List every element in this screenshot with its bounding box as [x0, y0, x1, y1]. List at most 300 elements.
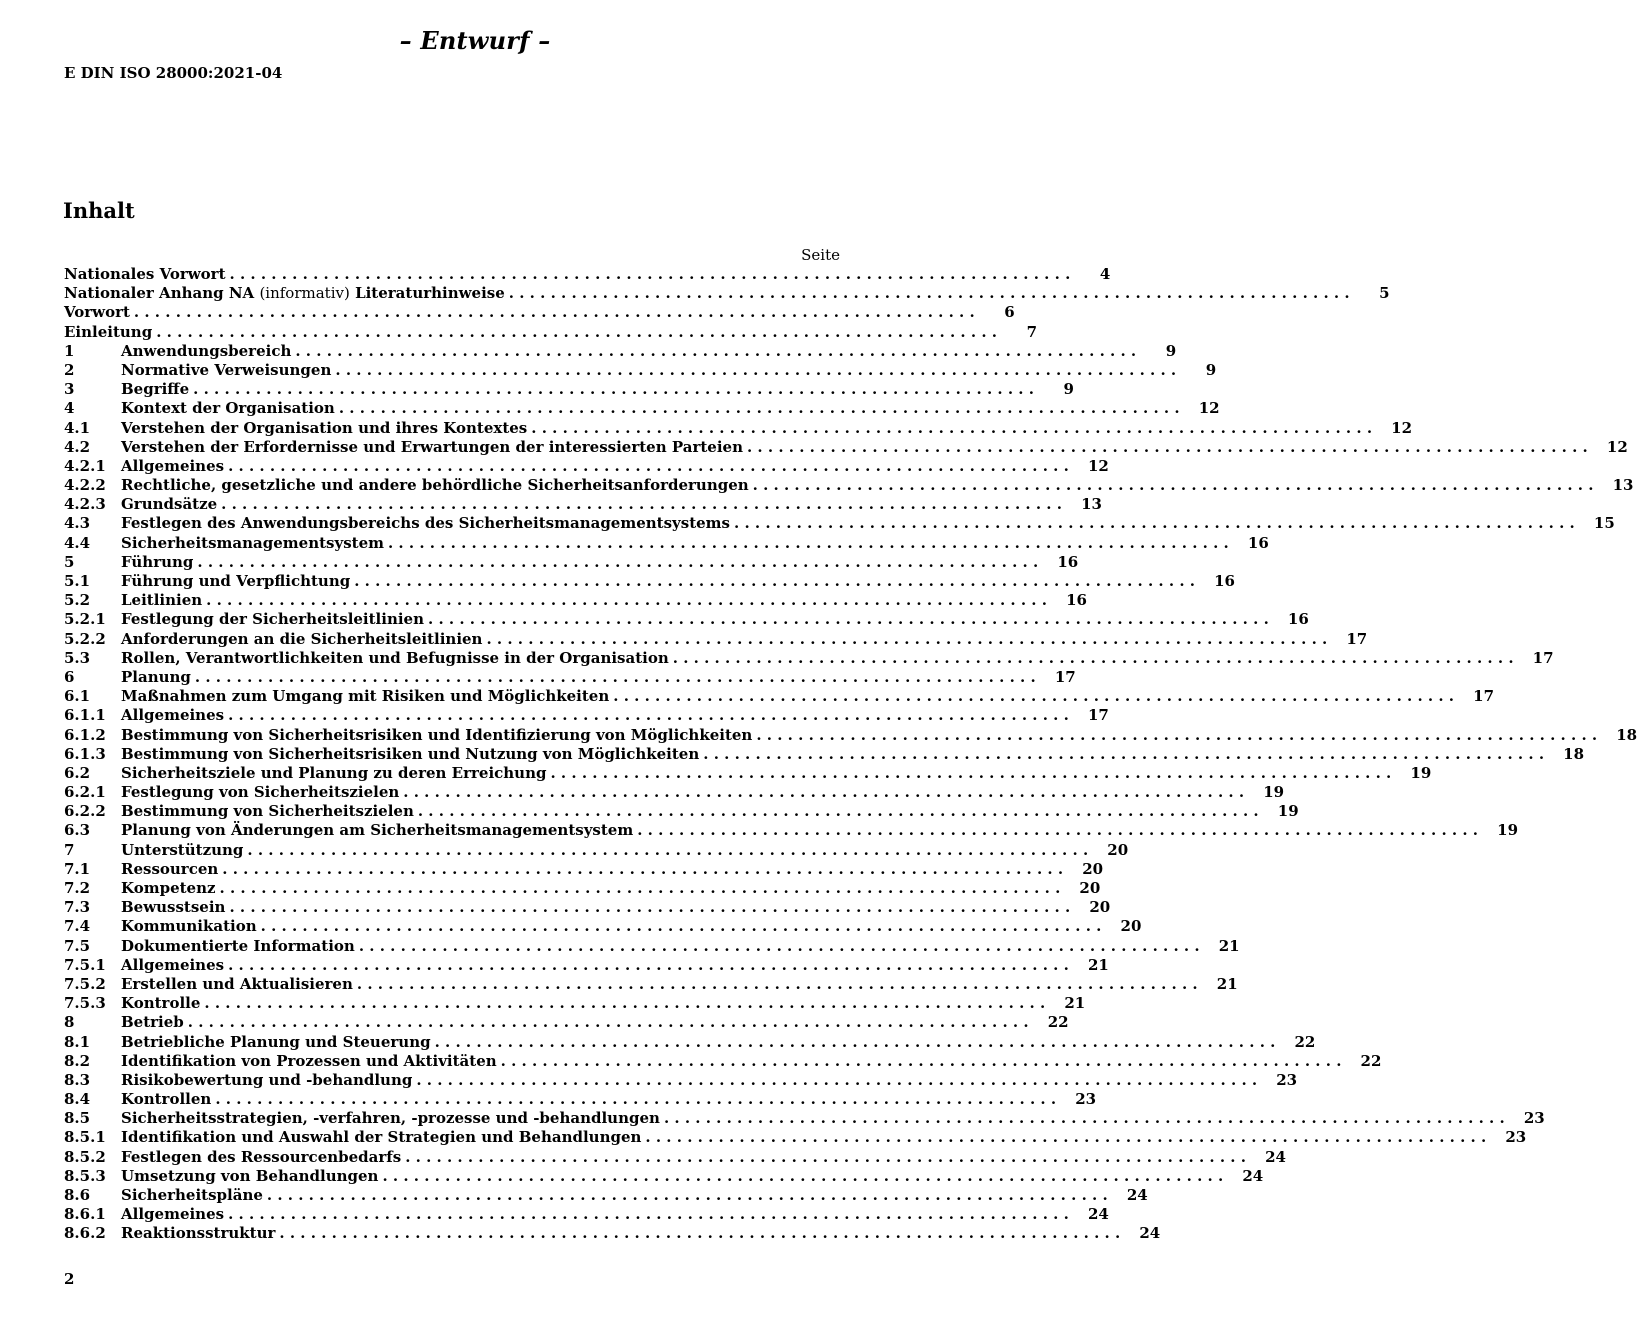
toc-leader-dots — [228, 956, 1069, 975]
toc-heading: Inhalt — [63, 198, 135, 223]
toc-leader-dots — [357, 975, 1198, 994]
toc-entry-number: 4.4 — [64, 533, 91, 552]
toc-entry-page: 23 — [1276, 1070, 1298, 1089]
toc-entry-page: 16 — [1057, 552, 1079, 571]
toc-entry-number: 7.2 — [64, 879, 91, 897]
toc-entry-page: 16 — [1247, 533, 1269, 552]
toc-entry[interactable] — [64, 284, 1390, 303]
toc-entry-number: 8 — [64, 1013, 75, 1032]
toc-entry[interactable] — [64, 265, 1111, 284]
toc-entry-title — [121, 956, 228, 975]
toc-entry-page: 4 — [1099, 265, 1111, 283]
toc-entry-number: 6.3 — [64, 821, 91, 840]
toc-entry-number: 6.2.1 — [64, 783, 106, 802]
toc-entry[interactable] — [64, 399, 1220, 418]
toc-entry-title-text: Kommunikation — [121, 917, 257, 936]
toc-entry-title-text: Leitlinien — [121, 591, 203, 610]
toc-entry-page: 24 — [1126, 1186, 1148, 1204]
toc-leader-dots — [734, 514, 1575, 533]
toc-entry-title-text: Unterstützung — [121, 840, 244, 859]
toc-entry-title — [121, 380, 193, 399]
toc-leader-dots — [193, 380, 1034, 399]
toc-entry-title — [121, 342, 295, 361]
toc-entry-number: 4.2.3 — [64, 495, 106, 514]
toc-entry-title-text: Festlegen des Ressourcenbedarfs — [121, 1147, 402, 1166]
toc-entry-page: 16 — [1287, 610, 1309, 629]
toc-entry-page: 23 — [1523, 1109, 1545, 1128]
toc-entry-page: 20 — [1107, 840, 1129, 859]
toc-entry-number: 6.1.2 — [64, 725, 106, 744]
toc-entry-number: 8.6 — [64, 1186, 91, 1204]
toc-entry-title — [121, 534, 388, 553]
toc-leader-dots — [673, 649, 1514, 668]
toc-entry-page: 23 — [1505, 1128, 1527, 1147]
toc-entry[interactable] — [64, 974, 1238, 994]
toc-entry-number: 8.1 — [64, 1032, 91, 1051]
toc-entry-title-text: Normative Verweisungen — [121, 360, 332, 379]
toc-entry[interactable] — [64, 437, 1628, 457]
table-of-contents — [64, 265, 1637, 1244]
toc-entry-title-text: Anforderungen an die Sicherheitsleitlinien — [121, 629, 483, 648]
toc-entry-title — [121, 419, 531, 438]
toc-leader-dots — [486, 630, 1327, 649]
toc-entry-page: 22 — [1360, 1051, 1382, 1070]
toc-entry-title-suffix: Literaturhinweise — [355, 284, 505, 303]
toc-entry[interactable] — [64, 495, 1102, 514]
toc-entry-title-text: Allgemeines — [121, 1205, 225, 1224]
toc-entry-title — [121, 783, 403, 802]
toc-entry-title-text: Planung — [121, 667, 191, 686]
toc-entry-page: 12 — [1606, 437, 1628, 456]
toc-leader-dots — [531, 419, 1372, 438]
toc-leader-dots — [645, 1128, 1486, 1147]
toc-leader-dots — [403, 783, 1244, 802]
toc-entry-page: 24 — [1265, 1147, 1286, 1166]
toc-leader-dots — [247, 841, 1088, 860]
toc-leader-dots — [261, 917, 1102, 936]
toc-entry-number: 6.1.3 — [64, 744, 106, 763]
toc-entry-page: 18 — [1563, 744, 1585, 763]
toc-entry[interactable] — [64, 1128, 1527, 1147]
toc-entry-note: (informativ) — [259, 284, 350, 303]
toc-leader-dots — [197, 553, 1038, 572]
toc-leader-dots — [416, 1071, 1257, 1090]
toc-entry-number: 7.1 — [64, 859, 91, 878]
toc-entry-title — [121, 1071, 416, 1090]
page-number: 2 — [64, 1270, 75, 1288]
toc-entry[interactable] — [64, 456, 1109, 476]
toc-leader-dots — [215, 1090, 1056, 1109]
toc-entry-title — [121, 457, 228, 476]
toc-leader-dots — [220, 879, 1061, 898]
toc-entry-title — [121, 879, 220, 898]
toc-entry[interactable] — [64, 687, 1495, 706]
toc-entry[interactable] — [64, 341, 1177, 361]
toc-entry-number: 8.6.2 — [64, 1224, 106, 1243]
toc-leader-dots — [188, 1013, 1029, 1032]
toc-entry-number: 8.4 — [64, 1090, 91, 1109]
toc-entry-title-text: Einleitung — [64, 322, 153, 341]
toc-leader-dots — [230, 265, 1071, 284]
toc-entry-title — [121, 802, 418, 821]
toc-entry[interactable] — [64, 1147, 1286, 1167]
toc-entry-title-text: Planung von Änderungen am Sicherheitsmanagementsystem — [121, 821, 634, 840]
toc-entry-number: 5.2.1 — [64, 610, 106, 629]
toc-entry-title — [121, 610, 428, 629]
toc-entry-title-text: Sicherheitspläne — [121, 1186, 263, 1204]
toc-entry-title — [121, 1186, 267, 1205]
toc-entry-title-text: Rollen, Verantwortlichkeiten und Befugnisse in der Organisation — [121, 648, 669, 667]
toc-entry-number: 4.3 — [64, 514, 91, 533]
toc-entry-page: 6 — [1004, 303, 1015, 322]
toc-entry[interactable] — [64, 360, 1217, 380]
toc-entry-number: 4.2.2 — [64, 476, 106, 495]
toc-entry-number: 6.2 — [64, 763, 91, 782]
toc-entry[interactable] — [64, 802, 1299, 821]
toc-entry-title — [121, 1148, 405, 1167]
toc-entry-page: 20 — [1089, 898, 1111, 917]
toc-entry-title — [121, 975, 357, 994]
toc-leader-dots — [228, 706, 1069, 725]
toc-entry[interactable] — [64, 1051, 1382, 1071]
toc-leader-dots — [613, 687, 1454, 706]
toc-leader-dots — [195, 668, 1036, 687]
toc-entry-title-text: Identifikation und Auswahl der Strategien und Behandlungen — [121, 1128, 642, 1147]
toc-entry-title — [121, 687, 613, 706]
toc-entry-title-text: Bestimmung von Sicherheitsrisiken und Identifizierung von Möglichkeiten — [121, 725, 753, 744]
toc-leader-dots — [382, 1167, 1223, 1186]
toc-leader-dots — [550, 764, 1391, 783]
toc-entry[interactable] — [64, 1109, 1545, 1128]
toc-leader-dots — [418, 802, 1259, 821]
toc-entry-title — [121, 745, 703, 764]
toc-entry[interactable] — [64, 763, 1432, 783]
toc-entry-title-text: Erstellen und Aktualisieren — [121, 974, 353, 993]
toc-leader-dots — [388, 534, 1229, 553]
toc-leader-dots — [335, 361, 1176, 380]
toc-entry-page: 17 — [1473, 687, 1495, 706]
toc-entry[interactable] — [64, 648, 1554, 668]
toc-leader-dots — [228, 1205, 1069, 1224]
toc-entry-page: 19 — [1410, 763, 1432, 782]
toc-leader-dots — [509, 284, 1350, 303]
toc-leader-dots — [428, 610, 1269, 629]
toc-entry-title — [121, 726, 756, 745]
toc-leader-dots — [279, 1224, 1120, 1243]
toc-entry-number: 8.5.3 — [64, 1166, 106, 1185]
toc-entry-title — [121, 937, 359, 956]
toc-entry-page: 9 — [1063, 380, 1074, 399]
toc-entry-number: 3 — [64, 380, 75, 399]
toc-entry-number: 5.2.2 — [64, 629, 106, 648]
toc-entry-title — [121, 476, 753, 495]
toc-entry[interactable] — [64, 1224, 1161, 1243]
toc-entry-page: 21 — [1216, 974, 1238, 993]
toc-entry-title-text: Nationaler Anhang NA — [64, 284, 255, 303]
toc-entry-title-text: Kontrollen — [121, 1090, 212, 1109]
toc-entry-page: 18 — [1616, 725, 1637, 744]
toc-entry-title — [121, 764, 550, 783]
toc-entry-number: 6 — [64, 667, 75, 686]
toc-entry[interactable] — [64, 533, 1269, 553]
toc-leader-dots — [206, 591, 1047, 610]
toc-entry-page: 19 — [1277, 802, 1299, 821]
toc-entry-title-text: Bestimmung von Sicherheitsrisiken und Nutzung von Möglichkeiten — [121, 744, 700, 763]
toc-leader-dots — [359, 937, 1200, 956]
toc-entry[interactable] — [64, 879, 1101, 898]
toc-entry-title-text: Allgemeines — [121, 456, 225, 475]
toc-entry-title-text: Sicherheitsstrategien, -verfahren, -prozesse und -behandlungen — [121, 1109, 660, 1128]
toc-entry-title — [121, 361, 335, 380]
toc-leader-dots — [501, 1052, 1342, 1071]
toc-entry-title-text: Führung und Verpflichtung — [121, 572, 351, 590]
toc-entry-number: 6.1 — [64, 687, 91, 706]
toc-entry-page: 16 — [1066, 591, 1087, 610]
toc-entry-title-text: Sicherheitsziele und Planung zu deren Erreichung — [121, 763, 547, 782]
toc-entry-title-text: Verstehen der Erfordernisse und Erwartungen der interessierten Parteien — [121, 437, 743, 456]
toc-entry-number: 4 — [64, 399, 75, 418]
toc-entry-number: 7.3 — [64, 898, 91, 917]
toc-entry-title-text: Dokumentierte Information — [121, 936, 355, 955]
toc-entry-title-text: Kontrolle — [121, 994, 201, 1013]
toc-leader-dots — [295, 342, 1136, 361]
toc-entry[interactable] — [64, 418, 1413, 438]
toc-entry-title — [121, 1033, 435, 1052]
toc-entry[interactable] — [64, 572, 1235, 591]
toc-entry-number: 8.5.2 — [64, 1147, 106, 1166]
toc-entry-page: 13 — [1081, 495, 1102, 514]
toc-leader-dots — [221, 495, 1062, 514]
toc-leader-dots — [753, 476, 1594, 495]
toc-entry-title — [121, 1205, 228, 1224]
toc-entry-page: 15 — [1593, 514, 1615, 533]
toc-entry-number: 4.2 — [64, 437, 91, 456]
toc-entry-title — [121, 591, 206, 610]
toc-entry-title-text: Bestimmung von Sicherheitszielen — [121, 802, 414, 821]
toc-entry-title-text: Risikobewertung und -behandlung — [121, 1070, 413, 1089]
toc-entry-title — [121, 514, 734, 533]
toc-entry-number: 8.6.1 — [64, 1205, 106, 1224]
toc-entry-title — [121, 572, 354, 591]
toc-entry-title — [121, 917, 261, 936]
toc-leader-dots — [703, 745, 1544, 764]
toc-entry-number: 7.5.1 — [64, 955, 106, 974]
toc-entry[interactable] — [64, 1070, 1298, 1090]
toc-entry-title — [121, 706, 228, 725]
toc-entry[interactable] — [64, 610, 1309, 629]
toc-entry[interactable] — [64, 1032, 1316, 1052]
toc-entry-title — [121, 1128, 645, 1147]
toc-entry-page: 13 — [1612, 476, 1634, 495]
toc-entry-title-text: Verstehen der Organisation und ihres Kontextes — [121, 418, 528, 437]
toc-entry-title-text: Vorwort — [64, 303, 130, 322]
toc-entry[interactable] — [64, 1205, 1109, 1224]
toc-entry-title — [121, 649, 673, 668]
toc-entry-page: 22 — [1294, 1032, 1316, 1051]
toc-entry-title-text: Nationales Vorwort — [64, 265, 226, 283]
toc-entry-page: 16 — [1214, 572, 1235, 590]
toc-entry[interactable] — [64, 591, 1087, 610]
toc-leader-dots — [267, 1186, 1108, 1205]
toc-entry-page: 21 — [1218, 936, 1240, 955]
toc-entry[interactable] — [64, 629, 1368, 649]
toc-entry[interactable] — [64, 955, 1109, 975]
toc-entry-number: 7.5.3 — [64, 994, 106, 1013]
toc-leader-dots — [354, 572, 1195, 591]
toc-leader-dots — [229, 898, 1070, 917]
toc-entry-page: 5 — [1379, 284, 1390, 303]
toc-entry-number: 8.5 — [64, 1109, 91, 1128]
toc-entry-page: 22 — [1047, 1013, 1069, 1032]
toc-leader-dots — [228, 457, 1069, 476]
toc-entry-number: 5.3 — [64, 648, 91, 667]
toc-entry-title-text: Rechtliche, gesetzliche und andere behördliche Sicherheitsanforderungen — [121, 476, 749, 495]
page-column-label: Seite — [801, 246, 840, 264]
toc-entry-title-text: Sicherheitsmanagementsystem — [121, 533, 384, 552]
toc-entry[interactable] — [64, 898, 1111, 917]
toc-entry[interactable] — [64, 514, 1615, 533]
toc-entry-title-text: Führung — [121, 552, 194, 571]
toc-leader-dots — [222, 860, 1063, 879]
toc-entry-page: 21 — [1064, 994, 1086, 1013]
toc-entry-title — [121, 668, 195, 687]
toc-entry-title — [121, 1052, 501, 1071]
toc-leader-dots — [756, 726, 1597, 745]
toc-entry-title — [64, 303, 134, 322]
toc-entry-title-text: Festlegen des Anwendungsbereichs des Sicherheitsmanagementsystems — [121, 514, 730, 533]
toc-entry-title — [121, 860, 222, 879]
toc-entry-page: 20 — [1120, 917, 1142, 936]
toc-entry-title — [121, 898, 229, 917]
toc-entry-title-text: Betriebliche Planung und Steuerung — [121, 1032, 431, 1051]
toc-entry[interactable] — [64, 783, 1285, 802]
toc-entry[interactable] — [64, 994, 1086, 1013]
toc-entry-title-text: Festlegung der Sicherheitsleitlinien — [121, 610, 425, 629]
toc-entry-page: 12 — [1087, 456, 1109, 475]
toc-leader-dots — [747, 438, 1588, 457]
toc-leader-dots — [339, 399, 1180, 418]
toc-entry[interactable] — [64, 706, 1109, 725]
toc-entry[interactable] — [64, 1166, 1264, 1186]
toc-entry-number: 1 — [64, 341, 75, 360]
toc-entry-title-text: Identifikation von Prozessen und Aktivitäten — [121, 1051, 497, 1070]
toc-entry-title — [64, 265, 230, 284]
toc-entry-title-text: Grundsätze — [121, 495, 218, 514]
toc-entry-number: 6.2.2 — [64, 802, 106, 821]
toc-entry[interactable] — [64, 303, 1015, 322]
toc-entry-title — [64, 284, 509, 303]
toc-entry-page: 12 — [1391, 418, 1413, 437]
toc-leader-dots — [204, 994, 1045, 1013]
toc-entry-number: 8.5.1 — [64, 1128, 106, 1147]
toc-entry-title — [121, 495, 221, 514]
toc-entry[interactable] — [64, 1186, 1148, 1205]
toc-entry-title-text: Ressourcen — [121, 859, 219, 878]
toc-entry-page: 23 — [1075, 1090, 1097, 1109]
toc-leader-dots — [664, 1109, 1505, 1128]
toc-entry[interactable] — [64, 859, 1104, 879]
toc-entry-title — [121, 821, 637, 840]
toc-entry-number: 7 — [64, 840, 75, 859]
document-id: E DIN ISO 28000:2021-04 — [64, 64, 283, 82]
toc-entry-page: 24 — [1139, 1224, 1161, 1243]
toc-entry-number: 5.2 — [64, 591, 91, 610]
toc-entry-page: 20 — [1079, 879, 1101, 897]
toc-entry-title-text: Allgemeines — [121, 955, 225, 974]
toc-entry-page: 19 — [1497, 821, 1519, 840]
toc-entry-title-text: Begriffe — [121, 380, 190, 399]
toc-entry-page: 21 — [1087, 955, 1109, 974]
toc-entry-number: 7.4 — [64, 917, 91, 936]
toc-entry-title-text: Reaktionsstruktur — [121, 1224, 276, 1243]
toc-entry-title — [121, 438, 747, 457]
toc-entry-number: 5 — [64, 552, 75, 571]
toc-entry-title — [64, 323, 156, 342]
toc-entry-number: 7.5 — [64, 936, 91, 955]
toc-entry-number: 4.1 — [64, 418, 91, 437]
toc-entry-page: 12 — [1198, 399, 1220, 418]
toc-leader-dots — [435, 1033, 1276, 1052]
toc-entry-number: 4.2.1 — [64, 456, 106, 475]
toc-entry[interactable] — [64, 936, 1240, 956]
toc-entry-title-text: Anwendungsbereich — [121, 341, 292, 360]
toc-entry-title-text: Maßnahmen zum Umgang mit Risiken und Möglichkeiten — [121, 687, 610, 706]
toc-entry[interactable] — [64, 322, 1037, 342]
toc-entry-page: 17 — [1532, 648, 1554, 667]
toc-entry-title — [121, 1224, 279, 1243]
toc-leader-dots — [405, 1148, 1246, 1167]
toc-entry-title-text: Umsetzung von Behandlungen — [121, 1166, 379, 1185]
toc-entry-page: 24 — [1242, 1166, 1264, 1185]
toc-leader-dots — [156, 323, 997, 342]
toc-entry[interactable] — [64, 667, 1076, 687]
toc-entry-title-text: Betrieb — [121, 1013, 184, 1032]
toc-entry-page: 19 — [1263, 783, 1285, 802]
toc-entry-number: 6.1.1 — [64, 706, 106, 725]
toc-entry-number: 2 — [64, 360, 75, 379]
toc-entry-title — [121, 994, 204, 1013]
toc-entry-title — [121, 1090, 215, 1109]
toc-entry-page: 24 — [1087, 1205, 1109, 1224]
toc-entry[interactable] — [64, 725, 1637, 745]
toc-entry[interactable] — [64, 744, 1585, 764]
toc-entry-title — [121, 553, 197, 572]
toc-entry-number: 7.5.2 — [64, 974, 106, 993]
toc-entry-page: 17 — [1346, 629, 1368, 648]
toc-entry-page: 17 — [1087, 706, 1109, 725]
toc-entry-title — [121, 399, 339, 418]
toc-entry-title-text: Festlegung von Sicherheitszielen — [121, 783, 400, 802]
toc-entry[interactable] — [64, 476, 1634, 495]
toc-entry[interactable] — [64, 1013, 1069, 1032]
toc-entry[interactable] — [64, 380, 1074, 399]
toc-entry[interactable] — [64, 552, 1079, 572]
toc-entry-title-text: Allgemeines — [121, 706, 225, 725]
toc-entry-title-text: Bewusstsein — [121, 898, 226, 917]
toc-entry-page: 9 — [1205, 360, 1217, 379]
toc-entry-title — [121, 630, 486, 649]
draft-label: – Entwurf – — [399, 26, 551, 55]
toc-entry-number: 8.3 — [64, 1070, 91, 1089]
toc-leader-dots — [637, 821, 1478, 840]
toc-leader-dots — [134, 303, 975, 322]
toc-entry-title-text: Kontext der Organisation — [121, 399, 335, 418]
toc-entry[interactable] — [64, 840, 1129, 860]
toc-entry-title — [121, 841, 247, 860]
toc-entry[interactable] — [64, 917, 1142, 936]
toc-entry[interactable] — [64, 1090, 1097, 1109]
toc-entry[interactable] — [64, 821, 1519, 840]
